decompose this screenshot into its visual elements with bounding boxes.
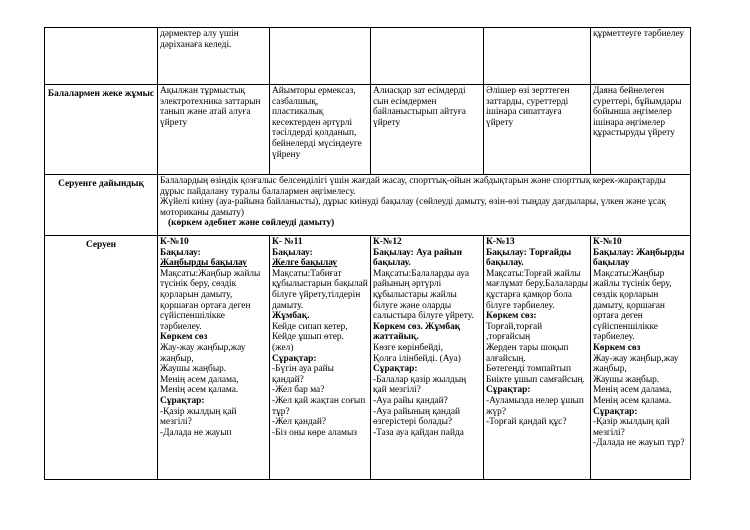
walk-text-line: Жұмбақ. — [272, 311, 310, 322]
walk-col-4 — [484, 236, 591, 480]
walk-text-line: -Жел қай жақтан соғып тұр? — [272, 395, 366, 417]
walk-card-number: К-№10 — [593, 237, 622, 247]
row-top-label — [45, 28, 158, 85]
walk-card-number: К-№10 — [160, 237, 189, 247]
walk-text-line: -Таза ауа қайдан пайда — [373, 427, 464, 438]
walk-text-line: -Жел бар ма? — [272, 385, 325, 396]
row-individual-cell-5: Даяна бейнелеген суреттері, бұйымдары бойынша әңгімелер ішінара әңгімелер құрастыруды үйрету — [591, 85, 691, 175]
walk-text-line: Қолға ілінбейді. (Ауа) — [373, 353, 461, 364]
walk-text-line: Сұрақтар: — [272, 353, 317, 364]
walk-col-1 — [158, 236, 270, 480]
walk-text-line: -Далада не жауып — [160, 427, 232, 438]
walk-text-line: Көркем сөз — [593, 342, 641, 353]
walk-text-line: Сұрақтар: — [486, 385, 531, 396]
walk-observation-label: Бақылау: Торғайды бақылау. — [486, 247, 572, 269]
walk-text-line: Мақсаты:Табиғат құбылыстарын бақылай білуге үйрету,тілдерін дамыту. — [272, 268, 368, 311]
plan-table — [44, 27, 691, 480]
prep-line-1: Балалардың өзіндік қозғалыс белсенділігі үшін жағдай жасау, спорттық-ойын жабдықтарын және спорттық керек-жарақтарды дұрыс пайдалану туралы балалармен әңгімелесу. — [160, 176, 666, 197]
walk-card-number: К-№13 — [486, 237, 515, 247]
row-individual-label: Балалармен жеке жұмыс — [45, 85, 158, 175]
walk-text-line: Кейде сипап кетер, — [272, 321, 348, 332]
walk-observation-label: Бақылау: Ауа райын бақылау. — [373, 247, 463, 269]
walk-text-line: -Жел қандай? — [272, 417, 327, 428]
walk-observation-label: Бақылау: — [160, 247, 201, 258]
walk-text-line: -Ауламызда нелер ұшып жүр? — [486, 395, 584, 417]
row-individual-cell-4: Әлішер өзі зерттеген заттарды, суреттерді ішінара сипаттауға үйрету — [484, 85, 591, 175]
walk-col-5 — [591, 236, 691, 480]
row-individual-cell-3: Алиасқар зат есімдерді сын есімдермен байланыстырып айтуға үйрету — [371, 85, 484, 175]
walk-text-line: Менің әсем далама, — [593, 385, 672, 396]
walk-text-line: Торғай,торғай ,торғайсың — [486, 321, 543, 343]
walk-text-line: Көркем сөз. Жұмбақ жаттайық. — [373, 321, 461, 343]
walk-text-line: Мақсаты:Торғай жайлы мағлұмат беру.Балаларды құстарға қамқор бола білуге тәрбиелеу. — [486, 268, 588, 311]
walk-text-line: (жел) — [272, 342, 294, 353]
walk-text-line: Жерден тары шоқып алғайсың. — [486, 342, 569, 364]
walk-card-number: К-№12 — [373, 237, 402, 247]
walk-text-line: Жаушы жаңбыр. — [593, 374, 660, 385]
walk-text-line: -Торғай қандай құс? — [486, 417, 567, 428]
walk-text-line: Сұрақтар: — [160, 395, 205, 406]
walk-text-line: Мақсаты:Жаңбыр жайлы түсінік беру, сөздік қорларын дамыту, қоршаған ортаға деген сүйіспеншілікке тәрбиелеу. — [593, 268, 672, 343]
walk-text-line: Мақсаты:Балаларды ауа райының әртүрлі құбылыстары жайлы білуге және оларды салыстыра білуге үйрету. — [373, 268, 474, 322]
walk-col-3 — [371, 236, 484, 480]
walk-text-line: Менің әсем қалама. — [160, 385, 239, 396]
walk-text-line: Жау-жау жаңбыр,жау жаңбыр, — [593, 353, 679, 375]
walk-text-line: -Балалар қазір жылдың қай мезгілі? — [373, 374, 467, 396]
row-top-cell-5: құрметтеуге тәрбиелеу — [591, 28, 691, 85]
walk-text-line: -Ауа райы қандай? — [373, 395, 448, 406]
walk-text-line: Сұрақтар: — [593, 406, 638, 417]
walk-text-line: Бөтегеңді томпайтып — [486, 364, 571, 375]
walk-text-line: Кейде ұшып өтер. — [272, 332, 344, 343]
walk-text-line: Мақсаты:Жаңбыр жайлы түсінік беру, сөздік қорларын дамыту, қоршаған ортаға деген сүйіспеншілікке тәрбиелеу. — [160, 268, 261, 332]
row-individual-work — [45, 85, 691, 175]
walk-text-line: -Біз оны көре аламыз — [272, 427, 357, 438]
walk-text-line: Көзге көрінбейді, — [373, 342, 443, 353]
walk-text-line: -Қазір жылдың қай мезгілі? — [160, 406, 237, 428]
walk-card-number: К- №11 — [272, 237, 303, 247]
walk-text-line: -Ауа райының қандай өзгерістері болады? — [373, 406, 461, 428]
walk-text-line: Менің әсем қалама. — [593, 395, 672, 406]
row-walk-prep — [45, 175, 691, 236]
row-walk-label: Серуен — [45, 236, 158, 480]
row-top-cell-1: дәрмектер алу үшін дәріханаға келеді. — [158, 28, 270, 85]
walk-text-line: Көркем сөз — [160, 332, 208, 343]
row-top-continued — [45, 28, 691, 85]
row-prep-content — [158, 175, 691, 236]
row-prep-label: Серуенге дайындық — [45, 175, 158, 236]
prep-line-3: (көркем әдебиет және сөйлеуді дамыту) — [168, 218, 335, 229]
walk-observation-label: Бақылау: Жаңбырды бақылау — [593, 247, 685, 269]
walk-text-line: -Қазір жылдың қай мезгілі? — [593, 417, 670, 438]
row-top-cell-2 — [270, 28, 371, 85]
walk-text-line: Жау-жау жаңбыр,жау жаңбыр, — [160, 342, 246, 364]
walk-observation-title: Желге бақылау — [272, 258, 338, 269]
walk-text-line: Менің әсем далама, — [160, 374, 239, 385]
prep-line-2: Жүйелі киіну (ауа-райына байланысты), дұрыс киінуді бақылау (сөйлеуді дамыту, өзін-өзі тыңдау дағдылары, үлкен және ұсақ моториканы дамыту) — [160, 197, 666, 218]
row-individual-cell-2: Айымторы ермексаз, сазбалшық, пластикалық кесектерден әртүрлі тәсілдерді қолданып, бейнелерді мүсіндеуге үйрену — [270, 85, 371, 175]
walk-text-line: Көркем сөз: — [486, 311, 537, 322]
row-top-cell-3 — [371, 28, 484, 85]
walk-text-line: -Бүгін ауа райы қандай? — [272, 364, 334, 385]
walk-observation-label: Бақылау: — [272, 247, 313, 258]
walk-text-line: Сұрақтар: — [373, 364, 418, 375]
walk-col-2 — [270, 236, 371, 480]
row-walk — [45, 236, 691, 480]
walk-text-line: Биікте ұшып самғайсың. — [486, 374, 585, 385]
walk-text-line: Жаушы жаңбыр. — [160, 364, 227, 375]
walk-observation-title: Жаңбырды бақылау — [160, 258, 247, 269]
row-top-cell-4 — [484, 28, 591, 85]
row-individual-cell-1: Ақылжан тұрмыстық электротехника заттарын танып және атай алуға үйрету — [158, 85, 270, 175]
walk-text-line: -Далада не жауып тұр? — [593, 438, 685, 449]
